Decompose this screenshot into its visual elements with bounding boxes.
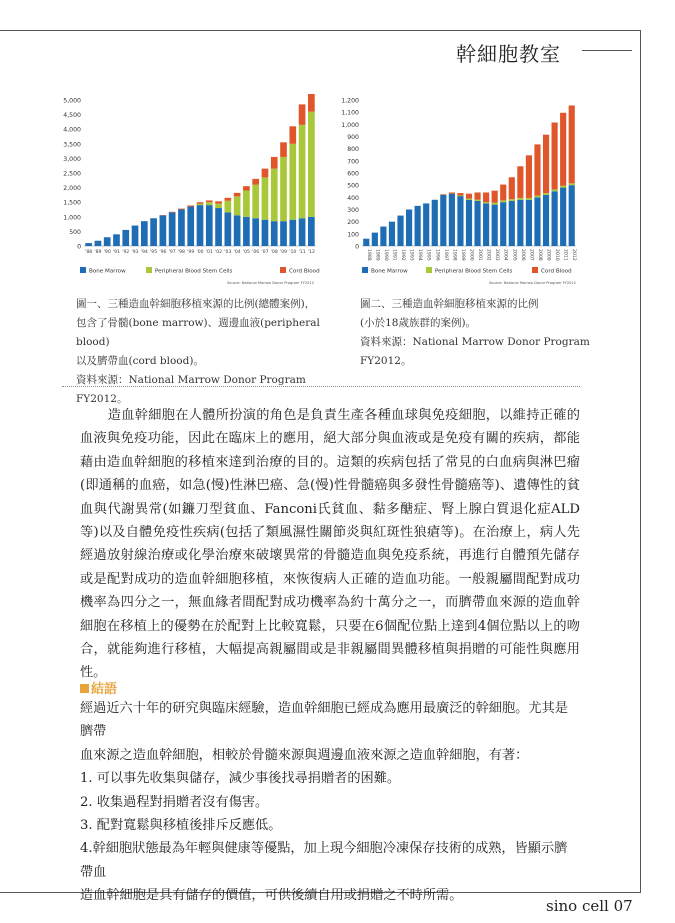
- legend-label: Cord Blood: [541, 268, 572, 275]
- y-tick-label: 500: [347, 182, 359, 190]
- y-tick-label: 900: [347, 134, 359, 141]
- bar-cord-blood: [474, 192, 480, 199]
- legend-swatch: [80, 267, 86, 273]
- bar-bone-marrow: [543, 195, 549, 246]
- x-tick-label: '03: [224, 250, 232, 255]
- bar-bone-marrow: [440, 195, 446, 246]
- bar-peripheral-blood-stem-cells: [271, 169, 278, 222]
- caption-line: 圖二、三種造血幹細胞移植來源的比例: [360, 298, 539, 310]
- bar-cord-blood: [483, 192, 489, 202]
- bar-bone-marrow: [363, 239, 369, 246]
- bar-bone-marrow: [85, 243, 92, 246]
- bar-bone-marrow: [432, 200, 438, 246]
- bar-peripheral-blood-stem-cells: [534, 196, 540, 198]
- bar-bone-marrow: [483, 203, 489, 246]
- chart-figure-1: [62, 94, 322, 286]
- x-tick-label: '95: [150, 250, 158, 255]
- x-tick-label: '04: [233, 250, 241, 255]
- x-tick-label: 2008: [536, 249, 542, 261]
- bar-peripheral-blood-stem-cells: [299, 125, 306, 218]
- bar-bone-marrow: [160, 215, 167, 246]
- bar-bone-marrow: [289, 220, 296, 246]
- y-tick-label: 1,000: [341, 121, 359, 129]
- bar-peripheral-blood-stem-cells: [543, 193, 549, 195]
- x-tick-label: 1991: [391, 249, 397, 261]
- bar-cord-blood: [526, 155, 532, 198]
- caption-source: 資料來源：National Marrow Donor Program FY2012。: [76, 374, 306, 405]
- caption-line: 以及臍帶血(cord blood)。: [76, 355, 204, 367]
- y-tick-label: 3,000: [63, 155, 81, 163]
- x-tick-label: '93: [131, 250, 139, 255]
- x-tick-label: 1989: [374, 249, 380, 261]
- header-rule: [582, 50, 632, 51]
- bar-peripheral-blood-stem-cells: [492, 203, 498, 205]
- body-paragraph: 造血幹細胞在人體所扮演的角色是負責生產各種血球與免疫細胞，以維持正確的血液與免疫功能，因此在臨床上的應用，絕大部分與血液或是免疫有關的疾病，都能藉由造血幹細胞的移植來達到治療的目的。這類的疾病包括了常見的白血病與淋巴瘤(即通稱的血癌，如急(慢)性淋巴癌、急(慢)性骨髓癌與多發性骨髓癌等)、遺傳性的貧血與代謝異常(如鐮刀型貧血、Fanconi氏貧血、黏多醣症、腎上腺白質退化症ALD等)以及自體免疫性疾病(包括了類風濕性關節炎與紅斑性狼瘡等)。在治療上，病人先經過放射線治療或化學治療來破壞異常的骨髓造血與免疫系統，再進行自體預先儲存或是配對成功的造血幹細胞移植，來恢復病人正確的造血功能。一般親屬間配對成功機率為四分之一，無血緣者間配對成功機率為約十萬分之一，而臍帶血來源的造血幹細胞在移植上的優勢在於配對上比較寬鬆，只要在6個配位點上達到4個位點以上的吻合，就能夠進行移植，大幅提高親屬間或是非親屬間異體移植與捐贈的可能性與應用性。: [80, 408, 580, 681]
- page-footer: sino cell 07: [546, 897, 633, 915]
- bar-peripheral-blood-stem-cells: [243, 191, 250, 217]
- y-tick-label: 2,500: [63, 170, 81, 178]
- bar-bone-marrow: [492, 205, 498, 246]
- bar-bone-marrow: [178, 210, 185, 247]
- bar-bone-marrow: [389, 222, 395, 246]
- bar-peripheral-blood-stem-cells: [308, 112, 315, 217]
- y-tick-label: 1,500: [63, 199, 81, 207]
- bar-bone-marrow: [500, 202, 506, 246]
- bar-cord-blood: [500, 185, 506, 201]
- bar-bone-marrow: [169, 212, 176, 246]
- legend-label: Peripheral Blood Stem Cells: [435, 268, 513, 275]
- y-tick-label: 3,500: [63, 141, 81, 149]
- y-tick-label: 400: [347, 194, 359, 202]
- x-tick-label: '98: [177, 250, 185, 255]
- conclusion-line: 造血幹細胞是具有儲存的價值，可供後續自用或捐贈之不時所需。: [80, 888, 463, 904]
- chart-source: Source: National Marrow Donor Program FY2012: [227, 281, 314, 285]
- bar-cord-blood: [543, 135, 549, 193]
- x-tick-label: 1994: [417, 249, 423, 261]
- conclusion-line: 1. 可以事先收集與儲存，減少事後找尋捐贈者的困難。: [80, 771, 401, 787]
- page-header-title: 幹細胞教室: [450, 38, 567, 67]
- conclusion-body: [80, 697, 580, 908]
- bar-peripheral-blood-stem-cells: [197, 204, 204, 205]
- bar-cord-blood: [299, 104, 306, 124]
- x-tick-label: '08: [270, 250, 278, 255]
- y-tick-label: 700: [347, 158, 359, 166]
- bar-cord-blood: [509, 177, 515, 199]
- x-tick-label: 1992: [400, 249, 406, 261]
- x-tick-label: 2004: [502, 249, 508, 261]
- y-tick-label: 5,000: [63, 97, 81, 105]
- y-tick-label: 300: [347, 207, 359, 214]
- bar-bone-marrow: [262, 220, 269, 246]
- bar-peripheral-blood-stem-cells: [224, 201, 231, 213]
- bar-bone-marrow: [397, 216, 403, 246]
- bar-peripheral-blood-stem-cells: [560, 186, 566, 188]
- y-tick-label: 0: [77, 243, 81, 251]
- bar-cord-blood: [224, 198, 231, 201]
- y-tick-label: 2,000: [63, 185, 81, 193]
- x-tick-label: '94: [140, 250, 148, 255]
- bar-peripheral-blood-stem-cells: [466, 199, 472, 200]
- x-tick-label: '05: [242, 250, 250, 255]
- bar-cord-blood: [492, 191, 498, 203]
- legend-swatch: [426, 267, 432, 273]
- caption-source: 資料來源：National Marrow Donor Program FY2012。: [360, 336, 590, 367]
- conclusion-title: 結語: [91, 682, 118, 697]
- chart-figure-2: [340, 94, 585, 286]
- bar-cord-blood: [215, 201, 222, 203]
- x-tick-label: 1999: [459, 249, 465, 261]
- bar-peripheral-blood-stem-cells: [552, 189, 558, 191]
- x-tick-label: 2001: [477, 249, 483, 261]
- legend-swatch: [532, 267, 538, 273]
- bar-bone-marrow: [150, 218, 157, 246]
- bar-peripheral-blood-stem-cells: [569, 183, 575, 185]
- x-tick-label: 2007: [528, 249, 534, 261]
- x-tick-label: 2010: [554, 249, 560, 261]
- x-tick-label: '10: [289, 250, 297, 255]
- x-tick-label: 1988: [365, 249, 371, 261]
- y-tick-label: 1,000: [63, 214, 81, 222]
- bar-peripheral-blood-stem-cells: [289, 144, 296, 220]
- x-tick-label: 2012: [571, 249, 577, 261]
- bar-bone-marrow: [104, 237, 111, 246]
- bar-cord-blood: [197, 202, 204, 203]
- bar-bone-marrow: [474, 201, 480, 246]
- conclusion-line: 2. 收集過程對捐贈者沒有傷害。: [80, 794, 269, 810]
- caption-line: 包含了骨髓(bone marrow)、週邊血液(peripheral blood): [76, 317, 320, 348]
- bar-cord-blood: [252, 179, 259, 185]
- bar-bone-marrow: [271, 221, 278, 246]
- bar-cord-blood: [187, 205, 194, 206]
- bar-bone-marrow: [141, 221, 148, 246]
- bar-peripheral-blood-stem-cells: [234, 196, 241, 215]
- caption-line: (小於18歲族群的案例)。: [360, 317, 477, 329]
- legend-swatch: [362, 267, 368, 273]
- x-tick-label: '02: [215, 250, 223, 255]
- y-tick-label: 4,000: [63, 126, 81, 134]
- x-tick-label: 2009: [545, 249, 551, 261]
- bar-cord-blood: [534, 144, 540, 195]
- frame-right-rule: [640, 30, 641, 892]
- x-tick-label: '99: [187, 250, 195, 255]
- caption-figure-2: [360, 295, 600, 371]
- bar-bone-marrow: [243, 217, 250, 246]
- bar-peripheral-blood-stem-cells: [526, 198, 532, 200]
- y-tick-label: 4,500: [63, 112, 81, 120]
- bar-bone-marrow: [252, 218, 259, 246]
- bar-bone-marrow: [197, 205, 204, 246]
- bar-bone-marrow: [526, 200, 532, 246]
- y-tick-label: 200: [347, 219, 359, 227]
- bar-peripheral-blood-stem-cells: [206, 202, 213, 205]
- x-tick-label: '11: [298, 250, 306, 255]
- x-tick-label: 1997: [442, 249, 448, 261]
- y-tick-label: 600: [347, 170, 359, 178]
- legend-swatch: [280, 267, 286, 273]
- legend-label: Cord Blood: [289, 268, 320, 275]
- chart-1-svg: [62, 94, 322, 286]
- bar-bone-marrow: [569, 185, 575, 246]
- bar-peripheral-blood-stem-cells: [280, 157, 287, 221]
- x-tick-label: 1993: [408, 249, 414, 261]
- x-tick-label: 1995: [425, 249, 431, 261]
- conclusion-line: 血來源之造血幹細胞，相較於骨髓來源與週邊血液來源之造血幹細胞，有著：: [80, 747, 529, 763]
- bar-bone-marrow: [113, 234, 120, 246]
- section-divider: [62, 386, 580, 387]
- bar-cord-blood: [169, 212, 176, 213]
- x-tick-label: '97: [168, 250, 176, 255]
- legend-label: Peripheral Blood Stem Cells: [155, 268, 233, 275]
- x-tick-label: '06: [252, 250, 260, 255]
- bar-cord-blood: [560, 113, 566, 186]
- x-tick-label: '07: [261, 250, 269, 255]
- bar-cord-blood: [289, 126, 296, 144]
- x-tick-label: 2006: [519, 249, 525, 261]
- bar-bone-marrow: [122, 230, 129, 246]
- bar-cord-blood: [457, 193, 463, 195]
- bar-cord-blood: [308, 94, 315, 112]
- x-tick-label: '01: [205, 250, 213, 255]
- bar-bone-marrow: [95, 241, 102, 246]
- bar-peripheral-blood-stem-cells: [517, 198, 523, 200]
- bar-bone-marrow: [466, 200, 472, 246]
- bar-cord-blood: [466, 194, 472, 199]
- bar-cord-blood: [206, 200, 213, 202]
- y-tick-label: 1,100: [341, 109, 359, 117]
- bar-bone-marrow: [132, 226, 139, 246]
- x-tick-label: 1996: [434, 249, 440, 261]
- x-tick-label: 1998: [451, 249, 457, 261]
- bar-cord-blood: [243, 186, 250, 190]
- x-tick-label: '09: [279, 250, 288, 255]
- bar-peripheral-blood-stem-cells: [457, 196, 463, 197]
- chart-source: Source: National Marrow Donor Program FY2012: [489, 281, 576, 285]
- bar-cord-blood: [552, 123, 558, 190]
- bar-peripheral-blood-stem-cells: [252, 185, 259, 219]
- bar-bone-marrow: [423, 203, 429, 246]
- bar-peripheral-blood-stem-cells: [262, 177, 269, 219]
- bar-bone-marrow: [534, 197, 540, 246]
- x-tick-label: 2000: [468, 249, 474, 261]
- bar-bone-marrow: [215, 208, 222, 246]
- bar-peripheral-blood-stem-cells: [215, 204, 222, 208]
- caption-figure-1: [76, 295, 326, 409]
- x-tick-label: 1990: [382, 249, 388, 261]
- chart-2-svg: [340, 94, 585, 286]
- y-tick-label: 500: [69, 228, 81, 236]
- bar-bone-marrow: [299, 218, 306, 246]
- bar-cord-blood: [280, 142, 287, 157]
- bar-cord-blood: [234, 193, 241, 197]
- bar-bone-marrow: [206, 205, 213, 246]
- bar-bone-marrow: [457, 196, 463, 246]
- legend-label: Bone Marrow: [89, 268, 126, 275]
- frame-top-rule: [0, 30, 640, 31]
- legend-swatch: [146, 267, 152, 273]
- bar-bone-marrow: [415, 206, 421, 246]
- conclusion-line: 4.幹細胞狀態最為年輕與健康等優點，加上現今細胞冷凍保存技術的成熟，皆顯示臍帶血: [80, 841, 568, 880]
- legend-label: Bone Marrow: [371, 268, 408, 275]
- conclusion-heading: [80, 678, 117, 697]
- bar-cord-blood: [178, 209, 185, 210]
- x-tick-label: '92: [122, 250, 130, 255]
- x-tick-label: '89: [94, 250, 102, 255]
- x-tick-label: '88: [85, 250, 93, 255]
- x-tick-label: 2011: [562, 249, 568, 261]
- conclusion-line: 經過近六十年的研究與臨床經驗，造血幹細胞已經成為應用最廣泛的幹細胞。尤其是臍帶: [80, 701, 568, 740]
- x-tick-label: '96: [159, 250, 167, 255]
- x-tick-label: 2003: [494, 249, 500, 261]
- bar-bone-marrow: [187, 207, 194, 246]
- bar-cord-blood: [449, 192, 455, 193]
- x-tick-label: 2005: [511, 249, 517, 261]
- y-tick-label: 0: [355, 243, 359, 251]
- bar-peripheral-blood-stem-cells: [483, 202, 489, 203]
- y-tick-label: 100: [347, 231, 359, 239]
- bar-bone-marrow: [517, 200, 523, 246]
- bar-cord-blood: [262, 169, 269, 178]
- y-tick-label: 1,200: [341, 97, 359, 105]
- bar-cord-blood: [517, 166, 523, 198]
- y-tick-label: 800: [347, 146, 359, 154]
- bar-cord-blood: [569, 105, 575, 183]
- square-bullet-icon: [80, 684, 89, 693]
- bar-bone-marrow: [560, 188, 566, 246]
- bar-cord-blood: [271, 157, 278, 169]
- caption-line: 圖一、三種造血幹細胞移植來源的比例(總體案例)，: [76, 298, 316, 310]
- bar-peripheral-blood-stem-cells: [500, 200, 506, 202]
- bar-bone-marrow: [406, 210, 412, 247]
- x-tick-label: 2002: [485, 249, 491, 261]
- x-tick-label: '00: [196, 250, 204, 255]
- bar-bone-marrow: [552, 191, 558, 246]
- bar-peripheral-blood-stem-cells: [509, 199, 515, 201]
- x-tick-label: '91: [112, 250, 121, 255]
- bar-bone-marrow: [449, 194, 455, 246]
- bar-peripheral-blood-stem-cells: [474, 200, 480, 201]
- bar-bone-marrow: [372, 233, 378, 246]
- bar-bone-marrow: [224, 212, 231, 246]
- x-tick-label: '12: [307, 250, 315, 255]
- conclusion-line: 3. 配對寬鬆與移植後排斥反應低。: [80, 818, 282, 834]
- x-tick-label: '90: [103, 250, 111, 255]
- bar-bone-marrow: [280, 221, 287, 246]
- bar-bone-marrow: [234, 215, 241, 246]
- bar-bone-marrow: [380, 227, 386, 246]
- bar-bone-marrow: [509, 201, 515, 246]
- bar-bone-marrow: [308, 217, 315, 246]
- bar-cord-blood: [440, 194, 446, 195]
